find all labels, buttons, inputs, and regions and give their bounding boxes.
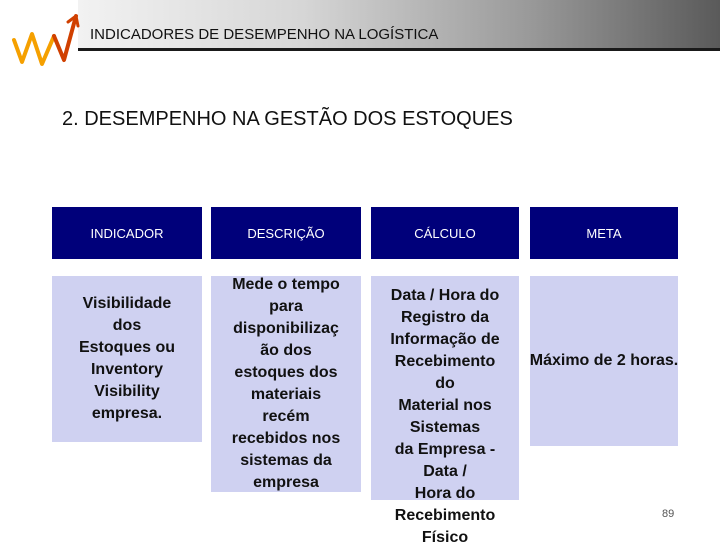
page-number: 89 <box>662 508 675 520</box>
header-title: INDICADORES DE DESEMPENHO NA LOGÍSTICA <box>90 26 439 43</box>
header-indicador: INDICADOR <box>52 207 202 259</box>
logistics-logo-icon <box>10 10 86 72</box>
cell-meta-text: Máximo de 2 horas. <box>529 352 679 369</box>
cell-indicador <box>52 276 202 442</box>
cell-calculo-text: Data / Hora do Registro da Informação de Recebimento do Material nos Sistemas da Empresa - Data / Hora do Recebimento Físico <box>390 287 500 546</box>
cell-descricao-text: Mede o tempo para disponibilizaç ão dos estoques dos materiais recém recebidos nos sistemas da empresa <box>231 276 341 491</box>
header-calculo: CÁLCULO <box>371 207 519 259</box>
section-title: 2. DESEMPENHO NA GESTÃO DOS ESTOQUES <box>62 108 513 130</box>
header-meta: META <box>530 207 678 259</box>
cell-indicador-text: Visibilidade dos Estoques ou Inventory Visibility empresa. <box>78 295 175 422</box>
cell-descricao <box>211 276 361 492</box>
header-descricao: DESCRIÇÃO <box>211 207 361 259</box>
